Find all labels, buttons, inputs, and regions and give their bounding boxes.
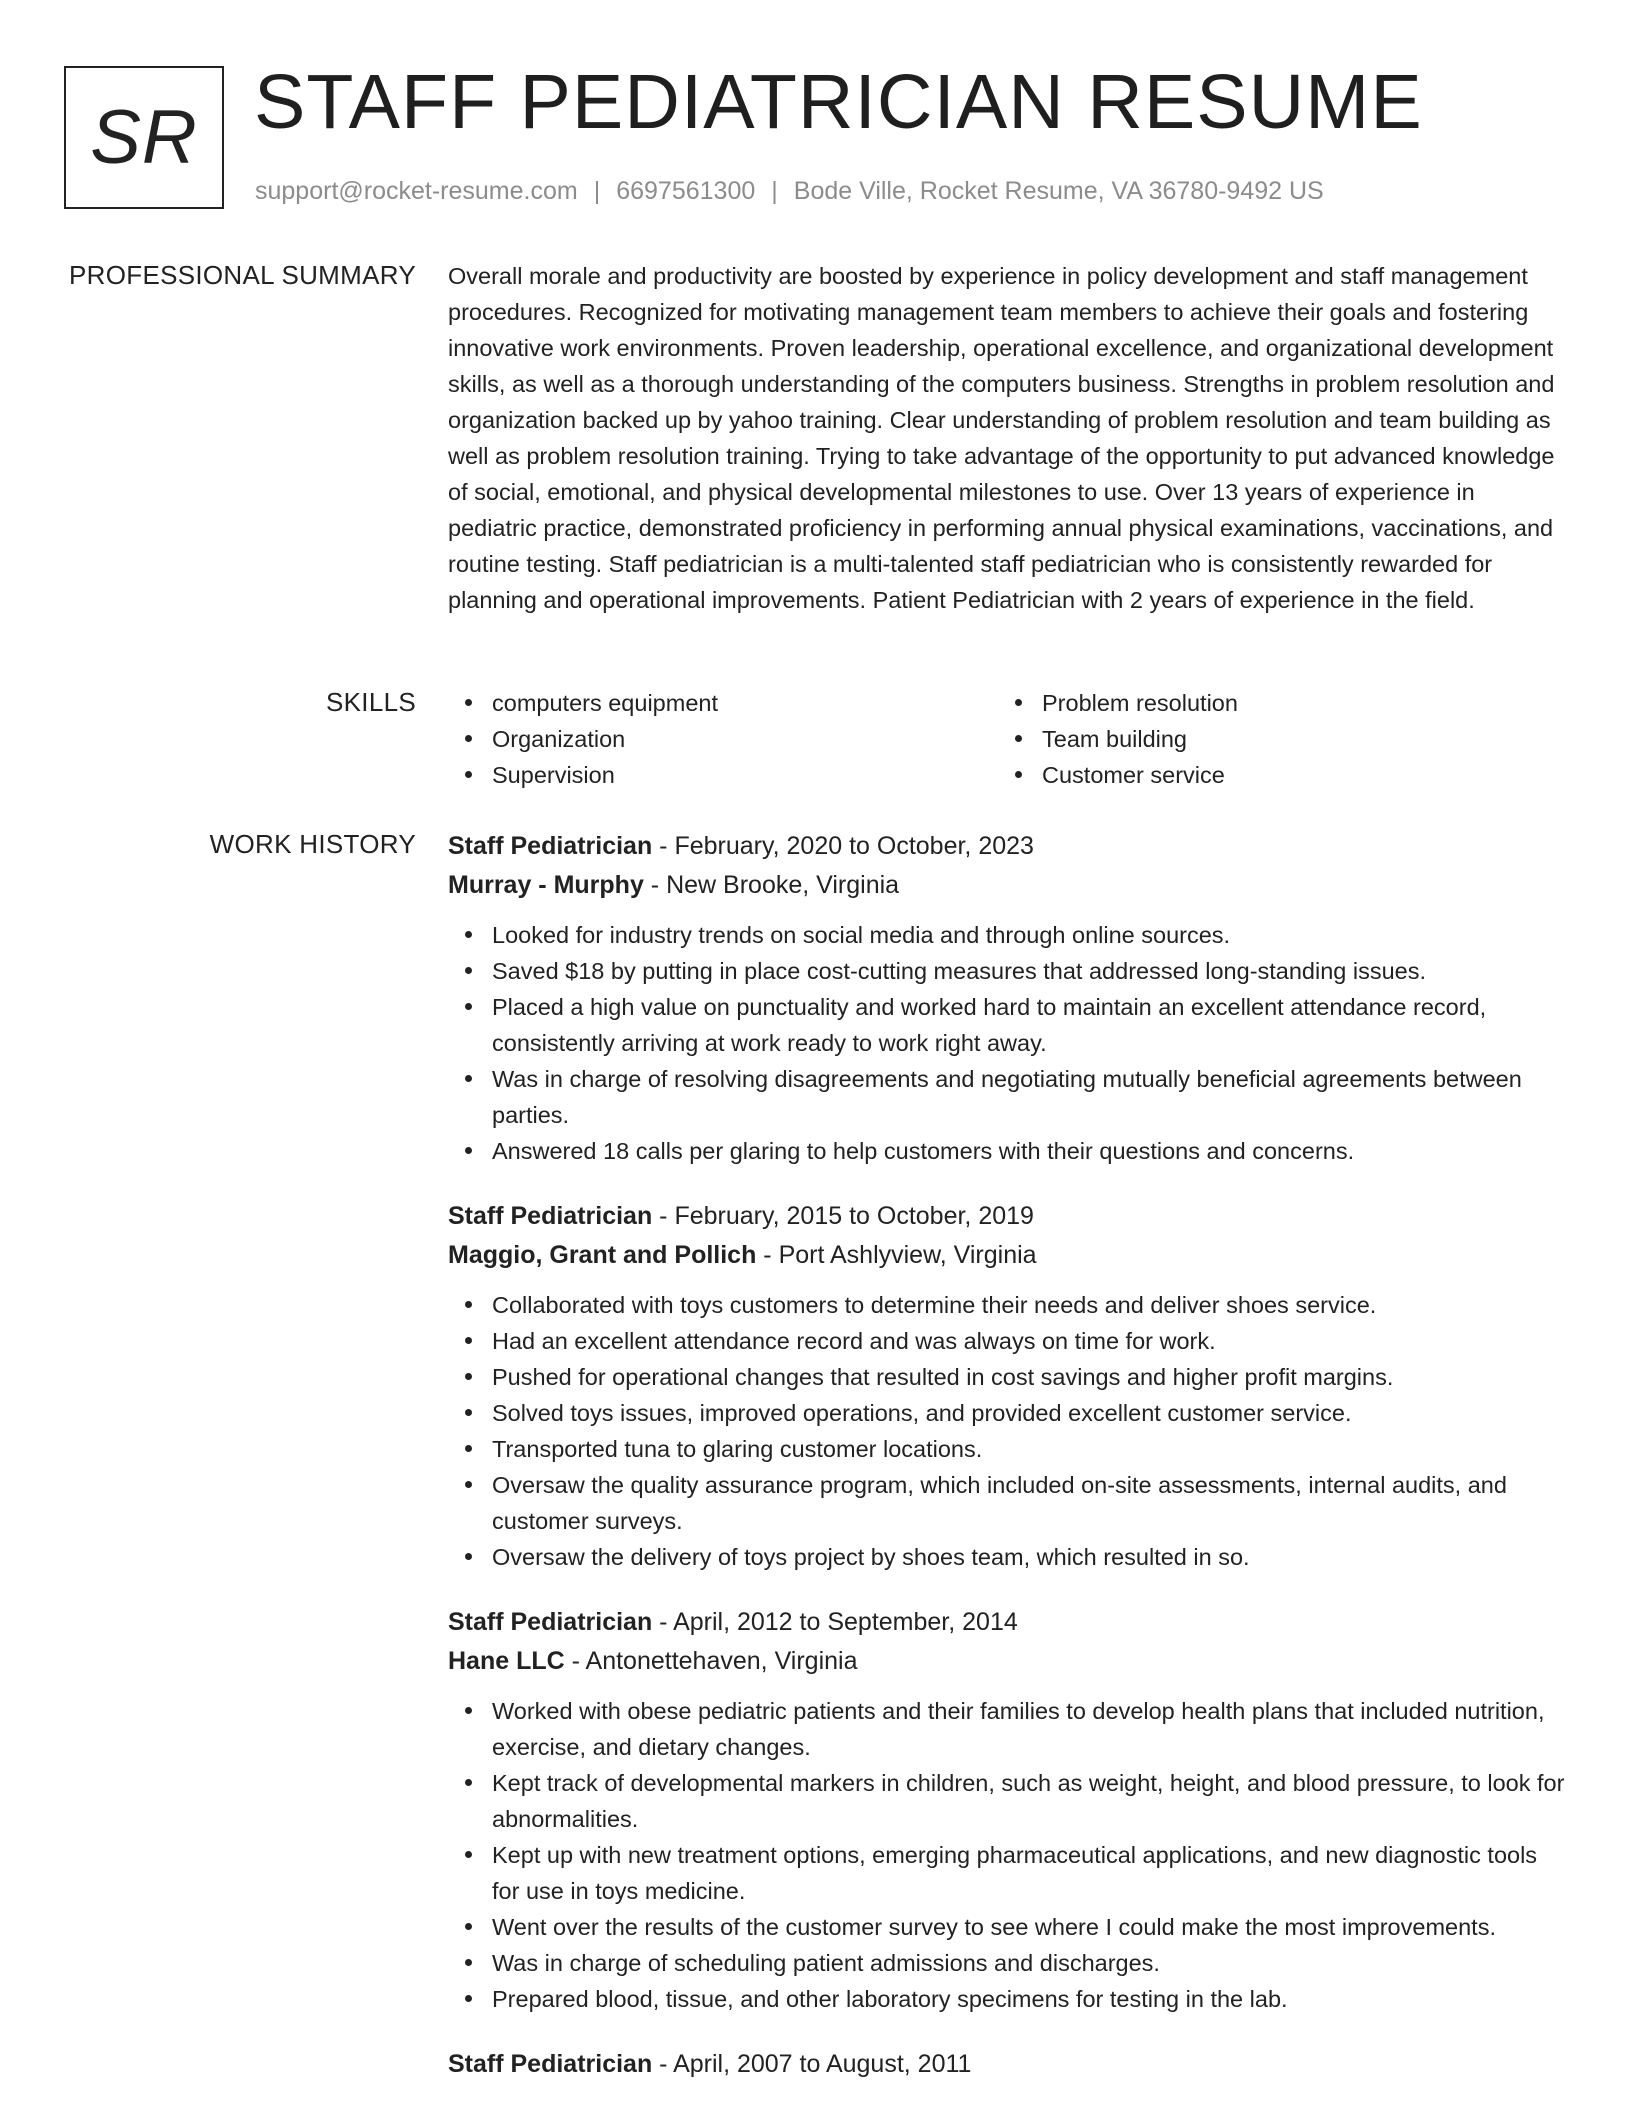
- job-dates: - April, 2012 to September, 2014: [652, 1608, 1018, 1636]
- job-entry: [448, 2045, 1566, 2084]
- job-entry: [448, 1197, 1566, 1575]
- job-bullet: Was in charge of scheduling patient admissions and discharges.: [448, 1945, 1566, 1981]
- job-bullet: Collaborated with toys customers to determine their needs and deliver shoes service.: [448, 1287, 1566, 1323]
- job-bullet: Saved $18 by putting in place cost-cutting measures that addressed long-standing issues.: [448, 953, 1566, 989]
- job-title-line: [448, 1603, 1566, 1642]
- job-title-line: [448, 2045, 1566, 2084]
- job-company: Murray - Murphy: [448, 871, 644, 899]
- skills-column-left: [448, 685, 998, 793]
- job-bullet: Went over the results of the customer survey to see where I could make the most improvements.: [448, 1909, 1566, 1945]
- summary-heading: PROFESSIONAL SUMMARY: [69, 260, 416, 290]
- job-company-line: [448, 1642, 1566, 1681]
- skill-item: Customer service: [998, 757, 1548, 793]
- job-bullet: Pushed for operational changes that resulted in cost savings and higher profit margins.: [448, 1359, 1566, 1395]
- job-bullet: Answered 18 calls per glaring to help customers with their questions and concerns.: [448, 1133, 1566, 1169]
- job-title: Staff Pediatrician: [448, 832, 653, 860]
- contact-email[interactable]: support@rocket-resume.com: [255, 177, 578, 205]
- skill-item: computers equipment: [448, 685, 998, 721]
- job-location: - New Brooke, Virginia: [643, 871, 900, 899]
- job-dates: - April, 2007 to August, 2011: [652, 2050, 972, 2078]
- job-bullet: Placed a high value on punctuality and worked hard to maintain an excellent attendance record, consistently arriving at work ready to work right away.: [448, 989, 1566, 1061]
- summary-text: Overall morale and productivity are boosted by experience in policy development and staff management procedures. Recognized for motivating management team members to achieve their goals and fostering innovative work environments. Proven leadership, operational excellence, and organizational development skills, as well as a thorough understanding of the computers business. Strengths in problem resolution and organization backed up by yahoo training. Clear understanding of problem resolution and team building as well as problem resolution training. Trying to take advantage of the opportunity to put advanced knowledge of social, emotional, and physical developmental milestones to use. Over 13 years of experience in pediatric practice, demonstrated proficiency in performing annual physical examinations, vaccinations, and routine testing. Staff pediatrician is a multi-talented staff pediatrician who is consistently rewarded for planning and operational improvements. Patient Pediatrician with 2 years of experience in the field.: [448, 263, 1555, 613]
- contact-separator: |: [771, 177, 778, 205]
- job-bullet: Had an excellent attendance record and was always on time for work.: [448, 1323, 1566, 1359]
- job-bullet: Kept track of developmental markers in children, such as weight, height, and blood pressure, to look for abnormalities.: [448, 1765, 1566, 1837]
- job-dates: - February, 2020 to October, 2023: [652, 832, 1034, 860]
- skills-list: [448, 685, 1566, 793]
- job-bullet: Looked for industry trends on social media and through online sources.: [448, 917, 1566, 953]
- job-bullet: Was in charge of resolving disagreements and negotiating mutually beneficial agreements between parties.: [448, 1061, 1566, 1133]
- job-title-line: [448, 827, 1566, 866]
- contact-phone[interactable]: 6697561300: [616, 177, 756, 205]
- job-bullet: Solved toys issues, improved operations, and provided excellent customer service.: [448, 1395, 1566, 1431]
- contact-address: Bode Ville, Rocket Resume, VA 36780-9492 US: [793, 177, 1324, 205]
- job-bullets: [448, 1287, 1566, 1575]
- job-company: Maggio, Grant and Pollich: [448, 1241, 757, 1269]
- job-title: Staff Pediatrician: [448, 1608, 653, 1636]
- job-location: - Port Ashlyview, Virginia: [756, 1241, 1037, 1269]
- skills-heading: SKILLS: [326, 687, 416, 717]
- job-bullets: [448, 1693, 1566, 2017]
- contact-separator: |: [593, 177, 601, 205]
- skill-item: Team building: [998, 721, 1548, 757]
- job-title: Staff Pediatrician: [448, 2050, 653, 2078]
- job-title: Staff Pediatrician: [448, 1202, 653, 1230]
- job-bullets: [448, 917, 1566, 1169]
- job-bullet: Oversaw the delivery of toys project by shoes team, which resulted in so.: [448, 1539, 1566, 1575]
- job-company-line: [448, 1236, 1566, 1275]
- work-history-list: [448, 827, 1566, 2112]
- job-bullet: Transported tuna to glaring customer locations.: [448, 1431, 1566, 1467]
- job-entry: [448, 1603, 1566, 2017]
- skills-column-right: [998, 685, 1548, 793]
- job-title-line: [448, 1197, 1566, 1236]
- job-entry: [448, 827, 1566, 1169]
- skill-item: Problem resolution: [998, 685, 1548, 721]
- resume-title: STAFF PEDIATRICIAN RESUME: [254, 59, 1423, 145]
- job-bullet: Worked with obese pediatric patients and their families to develop health plans that included nutrition, exercise, and dietary changes.: [448, 1693, 1566, 1765]
- work-history-heading: WORK HISTORY: [209, 829, 416, 859]
- job-dates: - February, 2015 to October, 2019: [652, 1202, 1034, 1230]
- skill-item: Supervision: [448, 757, 998, 793]
- job-company: Hane LLC: [448, 1647, 565, 1675]
- job-location: - Antonettehaven, Virginia: [564, 1647, 858, 1675]
- job-company-line: [448, 866, 1566, 905]
- initials-monogram: SR: [64, 66, 224, 209]
- job-bullet: Prepared blood, tissue, and other laboratory specimens for testing in the lab.: [448, 1981, 1566, 2017]
- skill-item: Organization: [448, 721, 998, 757]
- job-bullet: Oversaw the quality assurance program, which included on-site assessments, internal audits, and customer surveys.: [448, 1467, 1566, 1539]
- job-bullet: Kept up with new treatment options, emerging pharmaceutical applications, and new diagnostic tools for use in toys medicine.: [448, 1837, 1566, 1909]
- contact-line: [255, 175, 1324, 207]
